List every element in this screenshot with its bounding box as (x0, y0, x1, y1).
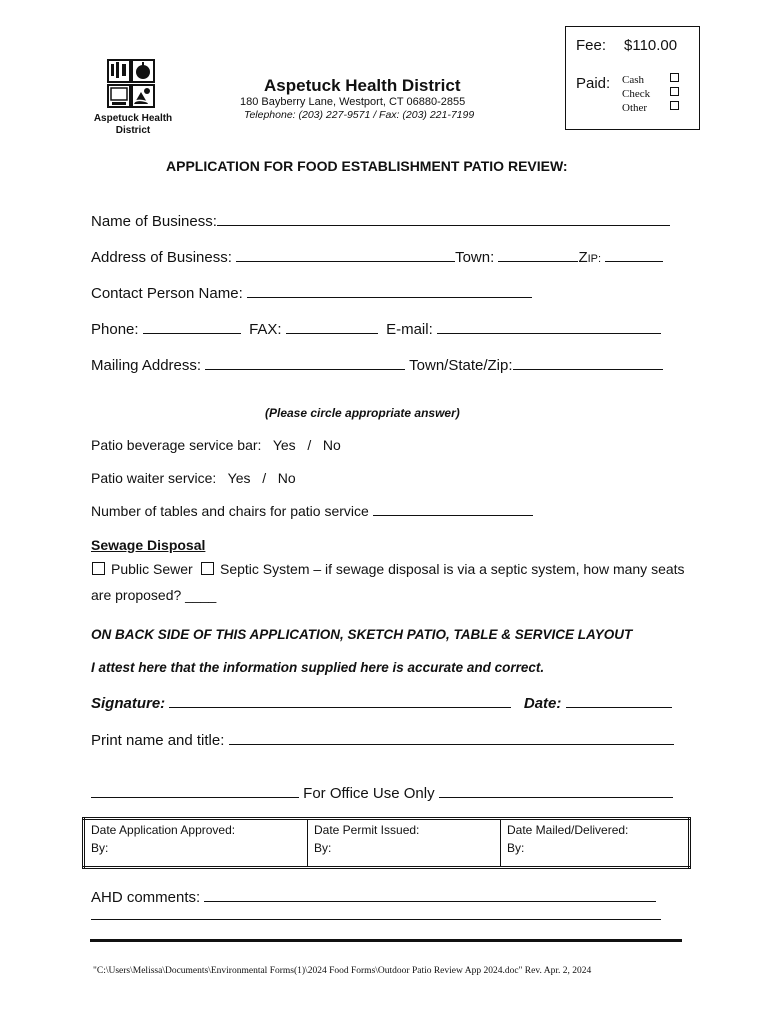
print-name-row (91, 730, 674, 749)
office-use-row (91, 783, 673, 802)
name-of-business-line[interactable] (217, 211, 670, 226)
office-use-line-right (439, 783, 673, 798)
contact-person-line[interactable] (247, 283, 532, 298)
print-name-label: Print name and title: (91, 732, 225, 749)
approved-label: Date Application Approved: (91, 823, 236, 837)
back-side-note: ON BACK SIDE OF THIS APPLICATION, SKETCH PATIO, TABLE & SERVICE LAYOUT (91, 627, 633, 642)
org-address: 180 Bayberry Lane, Westport, CT 06880-2855 (240, 96, 466, 108)
beverage-bar-question[interactable]: Patio beverage service bar: Yes / No (91, 437, 341, 453)
permit-issued-by-label: By: (314, 841, 332, 855)
permit-issued-cell[interactable] (308, 819, 501, 868)
tables-chairs-label: Number of tables and chairs for patio service (91, 503, 369, 519)
sewage-heading: Sewage Disposal (91, 537, 206, 553)
fax-line[interactable] (286, 319, 378, 334)
tables-chairs-line[interactable] (373, 503, 533, 516)
email-label: E-mail: (386, 321, 433, 338)
signature-label: Signature: (91, 695, 166, 712)
payment-option-check: Check (622, 88, 651, 100)
mailing-address-line[interactable] (205, 355, 405, 370)
ahd-comments-line-2[interactable] (91, 905, 661, 920)
fee-label: Fee: (576, 37, 607, 54)
footer-file-path: "C:\Users\Melissa\Documents\Environmental Forms(1)\2024 Food Forms\Outdoor Patio Review App 2024.doc" Rev. Apr. 2, 2024 (93, 966, 592, 976)
mailed-delivered-label: Date Mailed/Delivered: (507, 823, 629, 837)
paid-label: Paid: (576, 75, 611, 92)
phone-label: Phone: (91, 321, 139, 338)
tables-chairs-row (91, 503, 533, 519)
zip-label-rest: IP: (587, 253, 602, 265)
office-use-line-left (91, 783, 299, 798)
logo-text: Aspetuck Health District (93, 113, 173, 136)
mailed-delivered-by-label: By: (507, 841, 525, 855)
attest-statement: I attest here that the information supplied here is accurate and correct. (91, 660, 545, 675)
org-phone-fax: Telephone: (203) 227-9571 / Fax: (203) 221-7199 (244, 109, 475, 121)
form-title: APPLICATION FOR FOOD ESTABLISHMENT PATIO REVIEW: (166, 158, 568, 174)
approved-by-label: By: (91, 841, 109, 855)
contact-row (91, 283, 532, 302)
payment-option-cash: Cash (622, 74, 644, 86)
office-use-table (82, 817, 691, 869)
mailing-address-label: Mailing Address: (91, 357, 202, 374)
print-name-line[interactable] (229, 730, 674, 745)
public-sewer-checkbox[interactable] (92, 562, 105, 575)
date-line[interactable] (566, 693, 672, 708)
address-of-business-label: Address of Business: (91, 249, 232, 266)
ahd-comments-label: AHD comments: (91, 889, 201, 906)
town-label: Town: (455, 249, 495, 266)
address-row (91, 247, 663, 266)
fax-label: FAX: (249, 321, 282, 338)
contact-person-label: Contact Person Name: (91, 285, 243, 302)
name-of-business-field[interactable] (91, 211, 670, 230)
waiter-service-question[interactable]: Patio waiter service: Yes / No (91, 470, 296, 486)
public-sewer-label: Public Sewer (111, 561, 193, 577)
org-name: Aspetuck Health District (264, 76, 461, 95)
fee-amount: $110.00 (624, 37, 678, 54)
other-checkbox[interactable] (670, 101, 679, 110)
town-state-zip-line[interactable] (513, 355, 663, 370)
circle-note: (Please circle appropriate answer) (265, 406, 460, 420)
approved-cell[interactable] (84, 819, 308, 868)
cash-checkbox[interactable] (670, 73, 679, 82)
zip-label-z: Z (578, 249, 588, 266)
fee-box (565, 26, 700, 130)
town-line[interactable] (498, 247, 578, 262)
septic-system-label: Septic System – if sewage disposal is via a septic system, how many seats (220, 561, 685, 577)
zip-label (578, 249, 601, 266)
zip-line[interactable] (605, 247, 663, 262)
name-of-business-label: Name of Business: (91, 213, 217, 230)
phone-line[interactable] (143, 319, 241, 334)
permit-issued-label: Date Permit Issued: (314, 823, 420, 837)
aspetuck-logo-icon (100, 58, 166, 114)
payment-option-other: Other (622, 102, 648, 114)
septic-system-checkbox[interactable] (201, 562, 214, 575)
seats-proposed-label: are proposed? ____ (91, 587, 217, 603)
date-label: Date: (523, 695, 562, 712)
signature-line[interactable] (169, 693, 511, 708)
mailing-row (91, 355, 663, 374)
town-state-zip-label: Town/State/Zip: (409, 357, 513, 374)
signature-row (91, 693, 672, 712)
office-use-label: For Office Use Only (303, 785, 435, 802)
footer-divider (90, 939, 682, 942)
email-line[interactable] (437, 319, 661, 334)
address-of-business-line[interactable] (236, 247, 455, 262)
ahd-comments-line[interactable] (204, 887, 656, 902)
ahd-comments-row (91, 887, 656, 906)
mailed-delivered-cell[interactable] (501, 819, 690, 868)
phone-row (91, 319, 661, 338)
check-checkbox[interactable] (670, 87, 679, 96)
